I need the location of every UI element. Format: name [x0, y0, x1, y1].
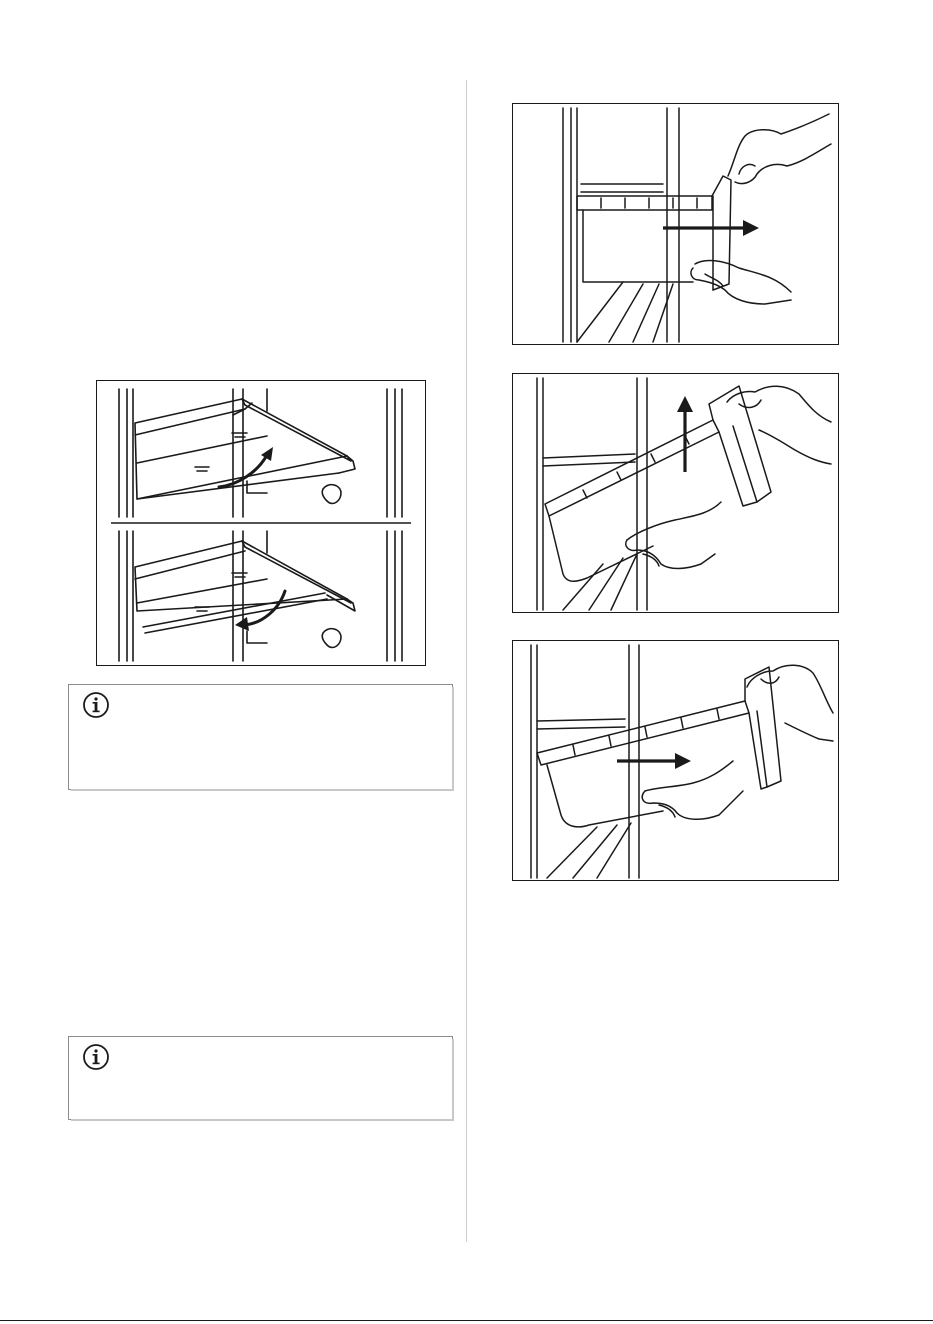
- drawer-remove-illustration: [513, 641, 839, 881]
- column-divider: [466, 80, 467, 1242]
- shelf-removal-figure: [96, 380, 426, 666]
- drawer-pull-out-figure: [512, 103, 839, 345]
- info-note-box: [68, 684, 453, 790]
- info-note-box: [68, 1036, 453, 1120]
- drawer-lift-figure: [512, 373, 839, 613]
- drawer-pull-out-illustration: [513, 104, 839, 345]
- shelf-removal-illustration: [97, 381, 426, 666]
- info-icon: [82, 1043, 110, 1071]
- drawer-remove-figure: [512, 640, 839, 881]
- drawer-lift-illustration: [513, 374, 839, 613]
- info-icon: [82, 691, 110, 719]
- page-bottom-rule: [0, 1320, 933, 1321]
